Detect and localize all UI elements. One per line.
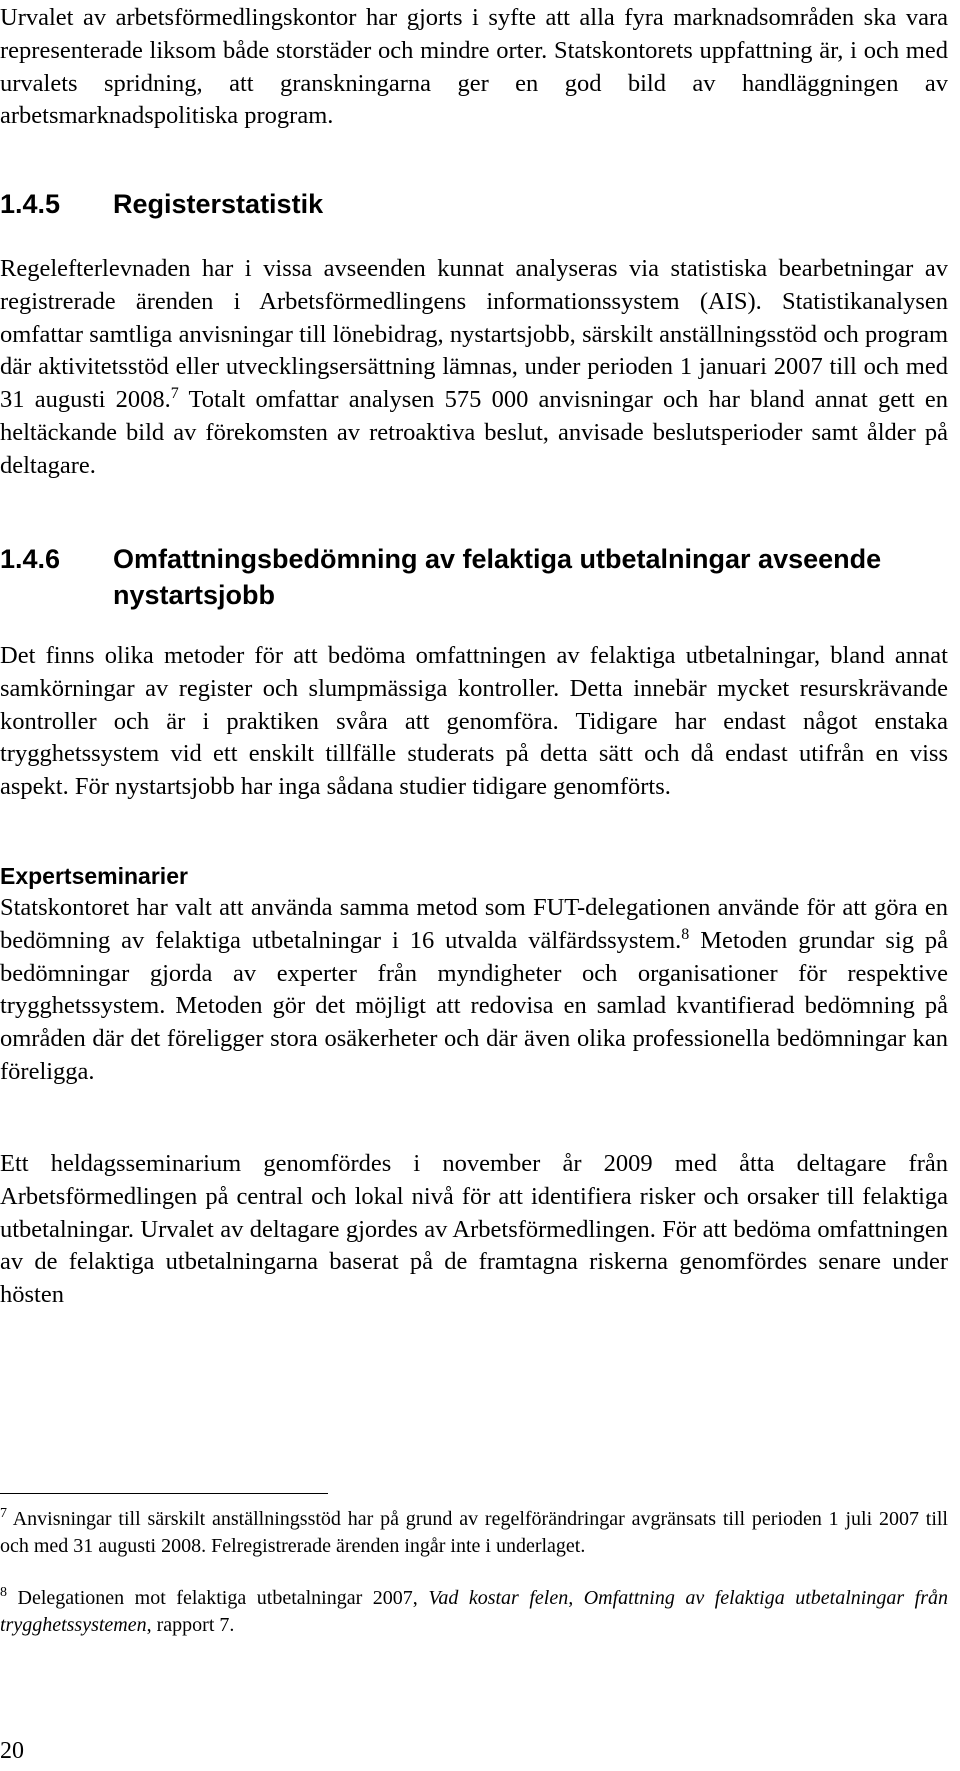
footnote-report-title: Vad kostar felen, Omfattning av felaktiga utbetalningar från trygghetssystemen <box>0 1587 948 1636</box>
omfattning-paragraph: Det finns olika metoder för att bedöma omfattningen av felaktiga utbetalningar, bland annat samkörningar av register och slumpmässiga kontroller. Detta innebär mycket resurskrävande kontroller och är i praktiken svåra att genomföra. Tidigare har endast något enstaka trygghetssystem vid ett enskilt tillfälle studerats på detta sätt och då endast utifrån en viss aspekt. För nystartsjobb har inga sådana studier tidigare genomförts. <box>0 642 948 801</box>
section-number: 1.4.5 <box>0 189 61 219</box>
footnote-number: 8 <box>0 1585 7 1600</box>
section-title: Omfattningsbedömning av felaktiga utbetalningar avseende nystartsjobb <box>113 544 882 610</box>
footnote-7 <box>0 1506 948 1559</box>
section-number: 1.4.6 <box>0 544 61 574</box>
footnote-8: $^8$ Delegationen mot felaktiga utbetalningar 2007, Vad kostar felen, Omfattning av felaktiga utbetalningar från trygghetssystemen, rapport 7. <box>0 1585 948 1636</box>
section-heading-1-4-5 <box>0 186 323 222</box>
footnote-number: 7 <box>0 1506 7 1521</box>
footnote-ref-8[interactable]: 8 <box>681 925 690 943</box>
footnote-text: Anvisningar till särskilt anställningsstöd har på grund av regelförändringar avgränsats till perioden 1 juli 2007 till och med 31 augusti 2008. Felregistrerade ärenden ingår inte i underlaget. <box>0 1508 948 1557</box>
footnote-divider <box>0 1493 328 1494</box>
registerstatistik-paragraph: Regelefterlevnaden har i vissa avseenden kunnat analyseras via statistiska bearbetningar av registrerade ärenden i Arbetsförmedlingens informationssystem (AIS). Statistikanalysen omfattar samtliga anvisningar till lönebidrag, nystartsjobb, särskilt anställningsstöd och program där aktivitetsstöd eller utvecklingsersättning lämnas, under perioden 1 januari 2007 till och med 31 augusti 2008.$^7$ Totalt omfattar analysen 575 000 anvisningar och har bland annat gett en heltäckande bild av förekomsten av retroaktiva beslut, anvisade beslutsperioder samt ålder på deltagare. <box>0 255 948 479</box>
heldagsseminarium-paragraph: Ett heldagsseminarium genomfördes i november år 2009 med åtta deltagare från Arbetsförmedlingen på central och lokal nivå för att identifiera risker och orsaker till felaktiga utbetalningar. Urvalet av deltagare gjordes av Arbetsförmedlingen. För att bedöma omfattningen av de felaktiga utbetalningarna baserat på de framtagna riskerna genomfördes senare under hösten <box>0 1150 948 1309</box>
expertseminarier-paragraph: Statskontoret har valt att använda samma metod som FUT-delegationen använde för att göra en bedömning av felaktiga utbetalningar i 16 utvalda välfärdssystem.$^8$ Metoden grundar sig på bedömningar gjorda av experter från myndigheter och organisationer för respektive trygghetssystem. Metoden gör det möjligt att redovisa en samlad kvantifierad bedömning på områden där det föreligger stora osäkerheter och där även olika professionella bedömningar kan föreligga. <box>0 894 948 1085</box>
page-number: 20 <box>0 1738 24 1764</box>
footnote-ref-7[interactable]: 7 <box>170 385 179 403</box>
section-heading-1-4-6 <box>0 541 923 613</box>
intro-paragraph: Urvalet av arbetsförmedlingskontor har gjorts i syfte att alla fyra marknadsområden ska vara representerade liksom både storstäder och mindre orter. Statskontorets uppfattning är, i och med urvalets spridning, att granskningarna ger en god bild av handläggningen av arbetsmarknadspolitiska program. <box>0 4 948 130</box>
section-title: Registerstatistik <box>113 189 324 219</box>
expertseminarier-heading: Expertseminarier <box>0 863 188 889</box>
